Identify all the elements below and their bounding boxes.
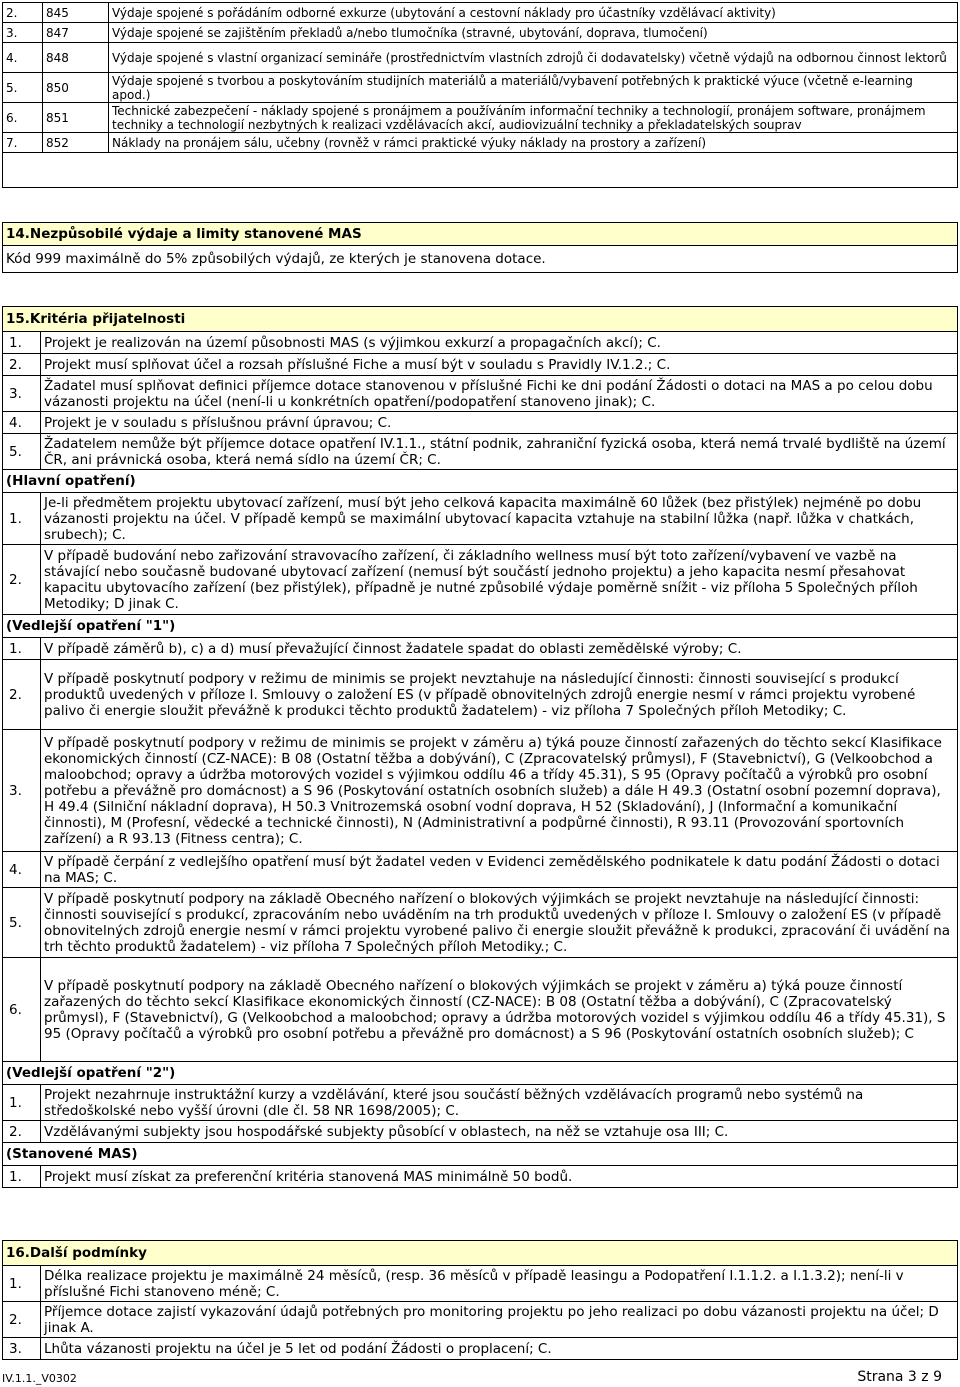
cost-item-code: 848 — [43, 43, 109, 73]
criteria-item — [3, 354, 958, 376]
side-measure-2-label-row — [3, 1062, 958, 1085]
page-footer — [0, 1367, 960, 1387]
cost-item-code: 852 — [43, 133, 109, 153]
mas-criteria-label: (Stanovené MAS) — [3, 1143, 958, 1166]
item-number: 6. — [3, 958, 41, 1062]
criteria-item — [3, 958, 958, 1062]
item-number: 1. — [3, 1166, 41, 1188]
item-number: 3. — [3, 376, 41, 412]
item-number: 4. — [3, 852, 41, 888]
main-measure-label: (Hlavní opatření) — [3, 470, 958, 493]
criteria-item — [3, 638, 958, 660]
cost-item-row — [3, 23, 958, 43]
criteria-item — [3, 730, 958, 852]
section-16-title-row — [3, 1241, 958, 1266]
item-text: Vzdělávanými subjekty jsou hospodářské subjekty působící v oblastech, na něž se vztahuje osa III; C. — [41, 1121, 958, 1143]
cost-item-number: 3. — [3, 23, 43, 43]
criteria-item — [3, 1166, 958, 1188]
item-number: 1. — [3, 638, 41, 660]
section-16-table — [2, 1240, 958, 1360]
cost-item-text: Výdaje spojené s vlastní organizací semináře (prostřednictvím vlastních zdrojů či dodavatelsky) včetně výdajů na odbornou činnost lektorů — [109, 43, 958, 73]
criteria-item — [3, 412, 958, 434]
cost-item-code: 851 — [43, 103, 109, 133]
cost-item-number: 7. — [3, 133, 43, 153]
item-number: 1. — [3, 1085, 41, 1121]
criteria-item — [3, 1302, 958, 1338]
item-text: Projekt nezahrnuje instruktážní kurzy a vzdělávání, které jsou součástí běžných vzdělávacích programů nebo systémů na středoškolské nebo vyšší úrovni (dle čl. 58 NR 1698/2005); C. — [41, 1085, 958, 1121]
cost-item-row — [3, 103, 958, 133]
item-text: V případě poskytnutí podpory v režimu de minimis se projekt nevztahuje na následující činnosti: činnosti související s produkcí produktů uvedených v příloze I. Smlouvy o založení ES (v případě obnovitelných zdrojů energie nesmí v rámci projektu vyrobené palivo či energie sloužit převážně k produkci těchto produktů žadatelem) - viz příloha 7 Společných příloh Metodiky; C. — [41, 660, 958, 730]
cost-item-text: Výdaje spojené s tvorbou a poskytováním studijních materiálů a materiálů/vybavení potřebných k praktické výuce (včetně e-learning apod.) — [109, 73, 958, 103]
item-number: 3. — [3, 1338, 41, 1360]
side-measure-1-label-row — [3, 615, 958, 638]
cost-item-number: 6. — [3, 103, 43, 133]
cost-item-code: 847 — [43, 23, 109, 43]
main-measure-label-row — [3, 470, 958, 493]
cost-item-text: Náklady na pronájem sálu, učebny (rovněž v rámci praktické výuky náklady na prostory a zařízení) — [109, 133, 958, 153]
side-measure-2-label: (Vedlejší opatření "2") — [3, 1062, 958, 1085]
item-text: Délka realizace projektu je maximálně 24 měsíců, (resp. 36 měsíců v případě leasingu a Podopatření I.1.1.2. a I.1.3.2); není-li v příslušné Fichi stanoveno méně; C. — [41, 1266, 958, 1302]
cost-item-text: Výdaje spojené s pořádáním odborné exkurze (ubytování a cestovní náklady pro účastníky vzdělávací aktivity) — [109, 3, 958, 23]
criteria-item — [3, 376, 958, 412]
cost-items-table — [2, 2, 958, 188]
cost-item-number: 5. — [3, 73, 43, 103]
side-measure-1-label: (Vedlejší opatření "1") — [3, 615, 958, 638]
item-text: Projekt je v souladu s příslušnou právní úpravou; C. — [41, 412, 958, 434]
criteria-item — [3, 1121, 958, 1143]
empty-row — [3, 153, 958, 188]
cost-item-number: 4. — [3, 43, 43, 73]
item-number: 2. — [3, 1302, 41, 1338]
item-number: 5. — [3, 434, 41, 470]
cost-item-number: 2. — [3, 3, 43, 23]
item-number: 1. — [3, 493, 41, 545]
criteria-item — [3, 888, 958, 958]
item-text: Projekt musí splňovat účel a rozsah příslušné Fiche a musí být v souladu s Pravidly IV.1.2.; C. — [41, 354, 958, 376]
item-number: 2. — [3, 660, 41, 730]
section-14-title: 14.Nezpůsobilé výdaje a limity stanovené MAS — [3, 223, 958, 246]
page-number: Strana 3 z 9 — [857, 1369, 942, 1385]
criteria-item — [3, 1338, 958, 1360]
cost-item-code: 850 — [43, 73, 109, 103]
cost-item-row — [3, 73, 958, 103]
mas-criteria-label-row — [3, 1143, 958, 1166]
item-text: V případě záměrů b), c) a d) musí převažující činnost žadatele spadat do oblasti zemědělské výroby; C. — [41, 638, 958, 660]
criteria-item — [3, 545, 958, 615]
item-text: Projekt musí získat za preferenční kritéria stanovená MAS minimálně 50 bodů. — [41, 1166, 958, 1188]
criteria-item — [3, 1266, 958, 1302]
item-text: Žadatelem nemůže být příjemce dotace opatření IV.1.1., státní podnik, zahraniční fyzická osoba, která nemá trvalé bydliště na území ČR, ani právnická osoba, která nemá sídlo na území ČR; C. — [41, 434, 958, 470]
section-14-table — [2, 222, 958, 273]
document-code: IV.1.1._V0302 — [2, 1372, 77, 1385]
item-number: 1. — [3, 1266, 41, 1302]
item-text: Žadatel musí splňovat definici příjemce dotace stanovenou v příslušné Fichi ke dni podání Žádosti o dotaci na MAS a po celou dobu vázanosti projektu na účel (není-li u konkrétních opatření/podopatření stanoveno jinak); C. — [41, 376, 958, 412]
item-text: V případě čerpání z vedlejšího opatření musí být žadatel veden v Evidenci zemědělského podnikatele k datu podání Žádosti o dotaci na MAS; C. — [41, 852, 958, 888]
item-text: V případě poskytnutí podpory na základě Obecného nařízení o blokových výjimkách se projekt nevztahuje na následující činnosti: činnosti související s produkcí, zpracováním nebo uváděním na trh produktů uvedených v příloze I. Smlouvy o založení ES (v případě obnovitelných zdrojů energie nesmí v rámci projektu vyrobené palivo či energie sloužit převážně k produkci, zpracování či uvádění na trh těchto produktů žadatelem) - viz příloha 7 Společných příloh Metodiky.; C. — [41, 888, 958, 958]
cost-item-row — [3, 43, 958, 73]
item-text: Projekt je realizován na území působnosti MAS (s výjimkou exkurzí a propagačních akcí); C. — [41, 332, 958, 354]
criteria-item — [3, 332, 958, 354]
item-text: Příjemce dotace zajistí vykazování údajů potřebných pro monitoring projektu po jeho realizaci po dobu vázanosti projektu na účel; D jinak A. — [41, 1302, 958, 1338]
item-text: V případě budování nebo zařizování stravovacího zařízení, či základního wellness musí být toto zařízení/vybavení ve vazbě na stávající nebo současně budované ubytovací zařízení (nemusí být součástí jednoho projektu) a jeho kapacita nesmí přesahovat kapacitu ubytovacího zařízení (bez přistýlek), případně je nutné způsobilé výdaje poměrně snížit - viz příloha 5 Společných příloh Metodiky; D jinak C. — [41, 545, 958, 615]
item-text: Je-li předmětem projektu ubytovací zařízení, musí být jeho celková kapacita maximálně 60 lůžek (bez přistýlek) nejméně po dobu vázanosti projektu na účel. V případě kempů se maximální ubytovací kapacita vztahuje na stabilní lůžka (např. lůžka v chatkách, srubech); C. — [41, 493, 958, 545]
cost-item-code: 845 — [43, 3, 109, 23]
cost-item-text: Výdaje spojené se zajištěním překladů a/nebo tlumočníka (stravné, ubytování, doprava, tlumočení) — [109, 23, 958, 43]
criteria-item — [3, 493, 958, 545]
item-number: 3. — [3, 730, 41, 852]
item-number: 2. — [3, 354, 41, 376]
cost-item-row — [3, 3, 958, 23]
section-15-title: 15.Kritéria přijatelnosti — [3, 307, 958, 332]
criteria-item — [3, 852, 958, 888]
cost-item-text: Technické zabezpečení - náklady spojené s pronájmem a používáním informační techniky a technologií, pronájem software, pronájmem techniky a technologií nezbytných k realizaci vzdělávacích akcí, audiovizuální techniky a překladatelských souprav — [109, 103, 958, 133]
item-text: V případě poskytnutí podpory na základě Obecného nařízení o blokových výjimkách se projekt v záměru a) týká pouze činností zařazených do těchto sekcí Klasifikace ekonomických činností (CZ-NACE): B 08 (Ostatní těžba a dobývání), C (Zpracovatelský průmysl), F (Stavebnictví), G (Velkoobchod a maloobchod; opravy a údržba motorových vozidel s výjimkou oddílu 46 a třídy 45.31), S 95 (Opravy počítačů a výrobků pro osobní potřebu a převážně pro domácnost) a S 96 (Poskytování ostatních osobních služeb); C — [41, 958, 958, 1062]
item-number: 1. — [3, 332, 41, 354]
item-number: 5. — [3, 888, 41, 958]
item-text: Lhůta vázanosti projektu na účel je 5 let od podání Žádosti o proplacení; C. — [41, 1338, 958, 1360]
item-number: 2. — [3, 1121, 41, 1143]
criteria-item — [3, 434, 958, 470]
cost-item-row — [3, 133, 958, 153]
item-number: 4. — [3, 412, 41, 434]
section-14-text: Kód 999 maximálně do 5% způsobilých výdajů, ze kterých je stanovena dotace. — [3, 246, 958, 273]
item-text: V případě poskytnutí podpory v režimu de minimis se projekt v záměru a) týká pouze činností zařazených do těchto sekcí Klasifikace ekonomických činností (CZ-NACE): B 08 (Ostatní těžba a dobývání), C (Zpracovatelský průmysl), F (Stavebnictví), G (Velkoobchod a maloobchod; opravy a údržba motorových vozidel s výjimkou oddílu 46 a třídy 45.31), S 95 (Opravy počítačů a výrobků pro osobní potřebu a převážně pro domácnost) a S 96 (Poskytování ostatních osobních služeb) a dále H 49.3 (Ostatní osobní pozemní doprava), H 49.4 (Silniční nákladní doprava), H 50.3 Vnitrozemská osobní vodní doprava, H 52 (Skladování), J (Informační a komunikační činnosti), M (Profesní, vědecké a technické činnosti), N (Administrativní a podpůrné činnosti), R 93.11 (Provozování sportovních zařízení) a R 93.13 (Fitness centra); C. — [41, 730, 958, 852]
item-number: 2. — [3, 545, 41, 615]
section-15-title-row — [3, 307, 958, 332]
criteria-item — [3, 1085, 958, 1121]
criteria-item — [3, 660, 958, 730]
section-16-title: 16.Další podmínky — [3, 1241, 958, 1266]
section-15-table — [2, 306, 958, 1188]
